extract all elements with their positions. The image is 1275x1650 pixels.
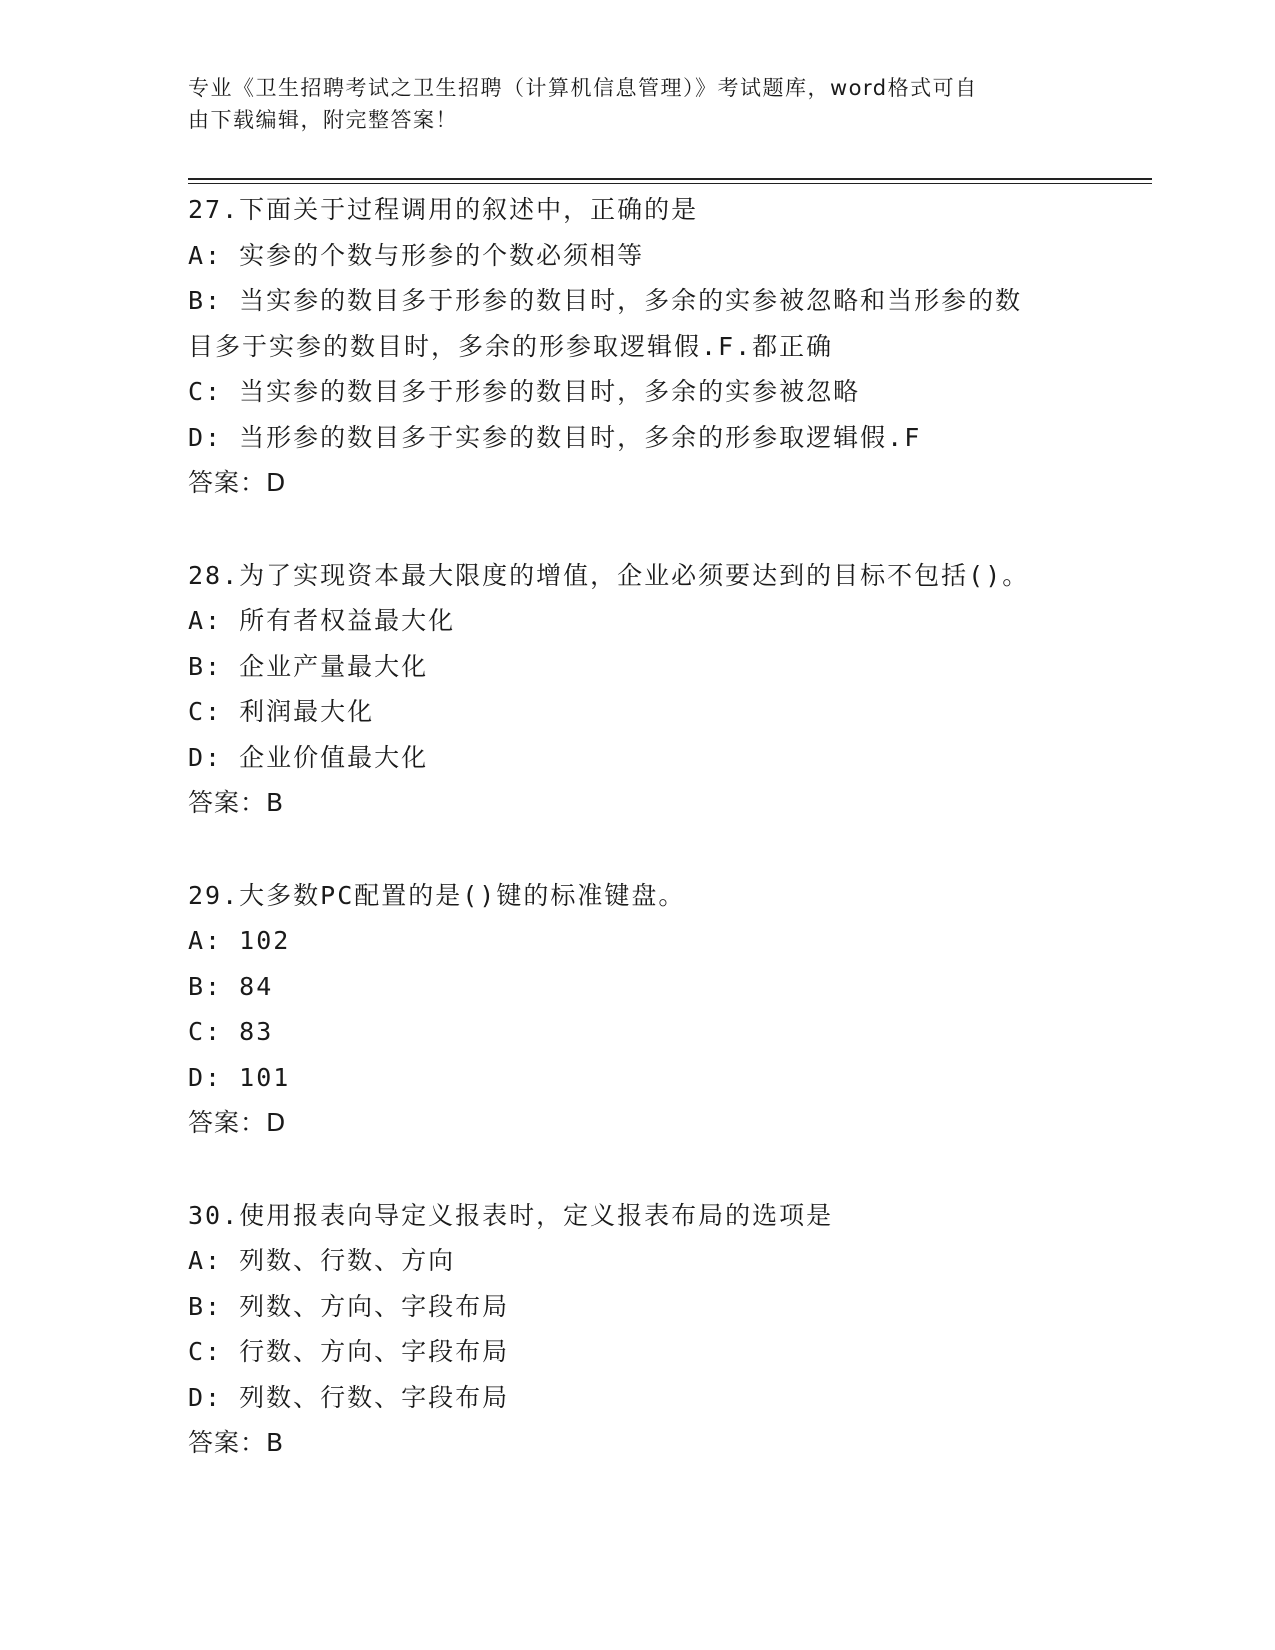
question-list [188,187,1088,1513]
question-28 [188,553,1088,826]
option-a: A: 102 [188,926,291,955]
header-divider-thin [188,183,1152,184]
question-27 [188,187,1088,506]
header-divider-thick [188,178,1152,180]
question-stem: 30.使用报表向导定义报表时，定义报表布局的选项是 [188,1200,834,1230]
option-a: A: 所有者权益最大化 [188,606,456,635]
option-d: D: 企业价值最大化 [188,742,429,772]
question-stem: 29.大多数PC配置的是()键的标准键盘。 [188,880,686,910]
header-line-1: 专业《卫生招聘考试之卫生招聘（计算机信息管理）》考试题库，word格式可自 [188,76,978,100]
option-b: B: 当实参的数目多于形参的数目时，多余的实参被忽略和当形参的数 [188,286,1023,315]
option-c: C: 利润最大化 [188,697,375,726]
option-b: B: 企业产量最大化 [188,651,429,681]
option-b-continued: 目多于实参的数目时，多余的形参取逻辑假.F.都正确 [188,331,834,361]
option-c: C: 当实参的数目多于形参的数目时，多余的实参被忽略 [188,377,861,406]
question-stem: 28.为了实现资本最大限度的增值，企业必须要达到的目标不包括()。 [188,560,1030,590]
option-b: B: 列数、方向、字段布局 [188,1291,510,1321]
question-stem: 27.下面关于过程调用的叙述中，正确的是 [188,195,699,224]
question-29 [188,873,1088,1146]
document-header [188,72,1088,136]
option-c: C: 83 [188,1017,274,1046]
question-30 [188,1193,1088,1466]
option-d: D: 101 [188,1062,291,1092]
option-c: C: 行数、方向、字段布局 [188,1337,510,1366]
option-a: A: 实参的个数与形参的个数必须相等 [188,240,645,270]
option-d: D: 列数、行数、字段布局 [188,1382,510,1412]
answer-label: 答案：B [188,788,285,817]
answer-label: 答案：B [188,1428,285,1457]
header-line-2: 由下载编辑，附完整答案！ [188,108,458,132]
option-d: D: 当形参的数目多于实参的数目时，多余的形参取逻辑假.F [188,422,922,452]
option-a: A: 列数、行数、方向 [188,1246,456,1275]
answer-label: 答案：D [188,468,287,497]
answer-label: 答案：D [188,1108,287,1137]
option-b: B: 84 [188,971,274,1001]
